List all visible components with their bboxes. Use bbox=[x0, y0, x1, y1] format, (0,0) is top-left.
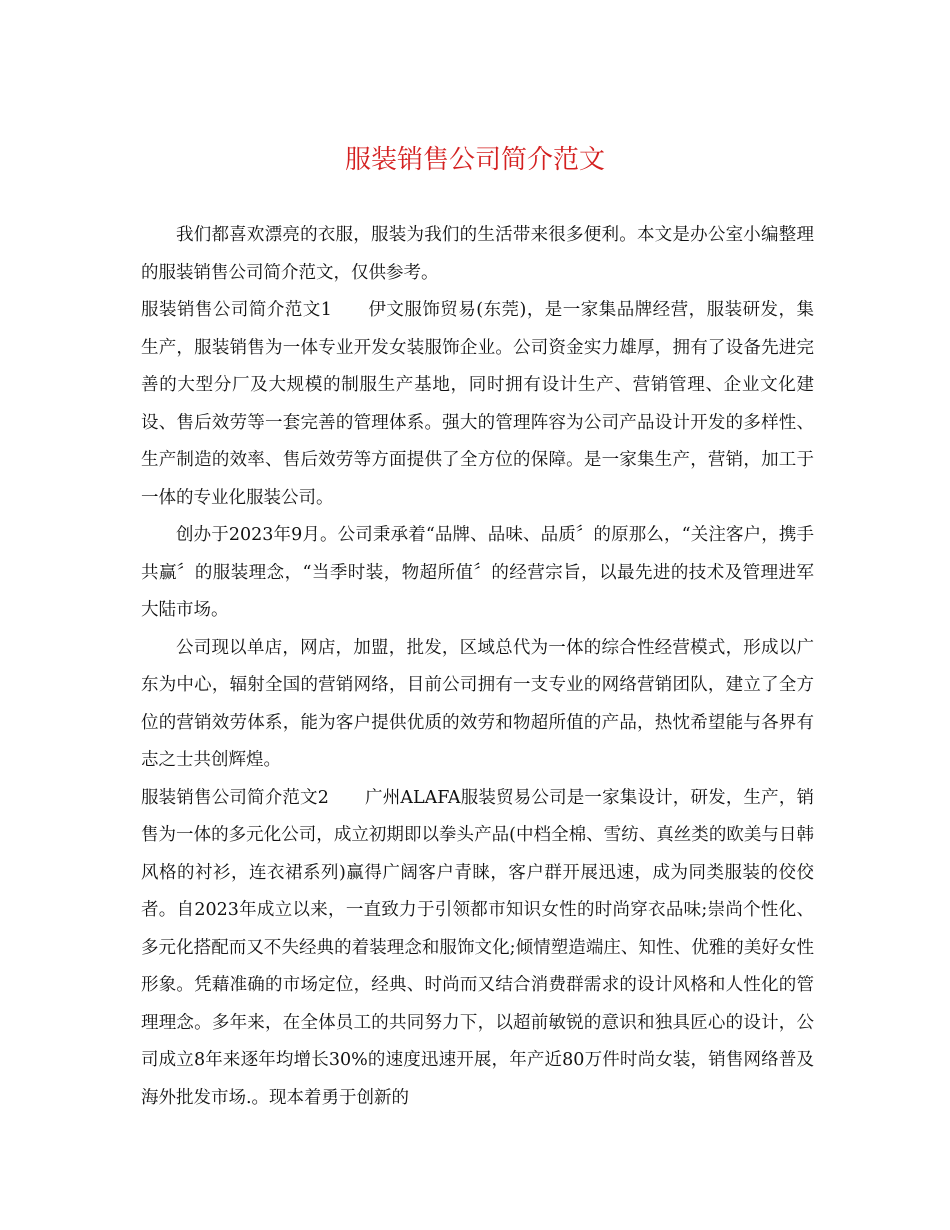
section-1-text-1: 伊文服饰贸易(东莞)，是一家集品牌经营，服装研发，集生产，服装销售为一体专业开发女装服饰企业。公司资金实力雄厚，拥有了设备先进完善的大型分厂及大规模的制服生产基地，同时拥有设计生产、营销管理、企业文化建设、售后效劳等一套完善的管理体系。强大的管理阵容为公司产品设计开发的多样性、生产制造的效率、售后效劳等方面提供了全方位的保障。是一家集生产，营销，加工于一体的专业化服装公司。 bbox=[141, 300, 814, 508]
section-1-paragraph-3: 公司现以单店，网店，加盟，批发，区域总代为一体的综合性经营模式，形成以广东为中心，辐射全国的营销网络，目前公司拥有一支专业的网络营销团队，建立了全方位的营销效劳体系，能为客户提供优质的效劳和物超所值的产品，热忱希望能与各界有志之士共创辉煌。 bbox=[141, 637, 814, 770]
document-title: 服装销售公司简介范文 bbox=[344, 145, 605, 175]
document-body bbox=[141, 217, 814, 1117]
section-2-text-1: 广州ALAFA服装贸易公司是一家集设计，研发，生产，销售为一体的多元化公司，成立初期即以拳头产品(中档全棉、雪纺、真丝类的欧美与日韩风格的衬衫，连衣裙系列)赢得广阔客户青睐，客户群开展迅速，成为同类服装的佼佼者。自2023年成立以来，一直致力于引领都市知识女性的时尚穿衣品味;崇尚个性化、 多元化搭配而又不失经典的着装理念和服饰文化;倾情塑造端庄、知性、优雅的美好女性形象。凭藉准确的市场定位，经典、时尚而又结合消费群需求的设计风格和人性化的管理理念。多年来，在全体员工的共同努力下，以超前敏锐的意识和独具匠心的设计，公司成立8年来逐年均增长30%的速度迅速开展，年产近80万件时尚女装，销售网络普及海外批发市场.。现本着勇于创新的 bbox=[141, 787, 815, 1108]
section-1-label: 服装销售公司简介范文1 bbox=[141, 300, 332, 320]
section-1-paragraph-1 bbox=[141, 292, 814, 517]
section-2-paragraph-1 bbox=[141, 780, 814, 1118]
section-2-label: 服装销售公司简介范文2 bbox=[141, 787, 329, 808]
intro-paragraph: 我们都喜欢漂亮的衣服，服装为我们的生活带来很多便利。本文是办公室小编整理的服装销售公司简介范文，仅供参考。 bbox=[141, 225, 814, 283]
section-1-paragraph-2: 创办于2023年9月。公司秉承着“品牌、品味、品质〞的原那么，“关注客户，携手共赢〞的服装理念，“当季时装，物超所值〞的经营宗旨，以最先进的技术及管理进军大陆市场。 bbox=[141, 525, 814, 620]
